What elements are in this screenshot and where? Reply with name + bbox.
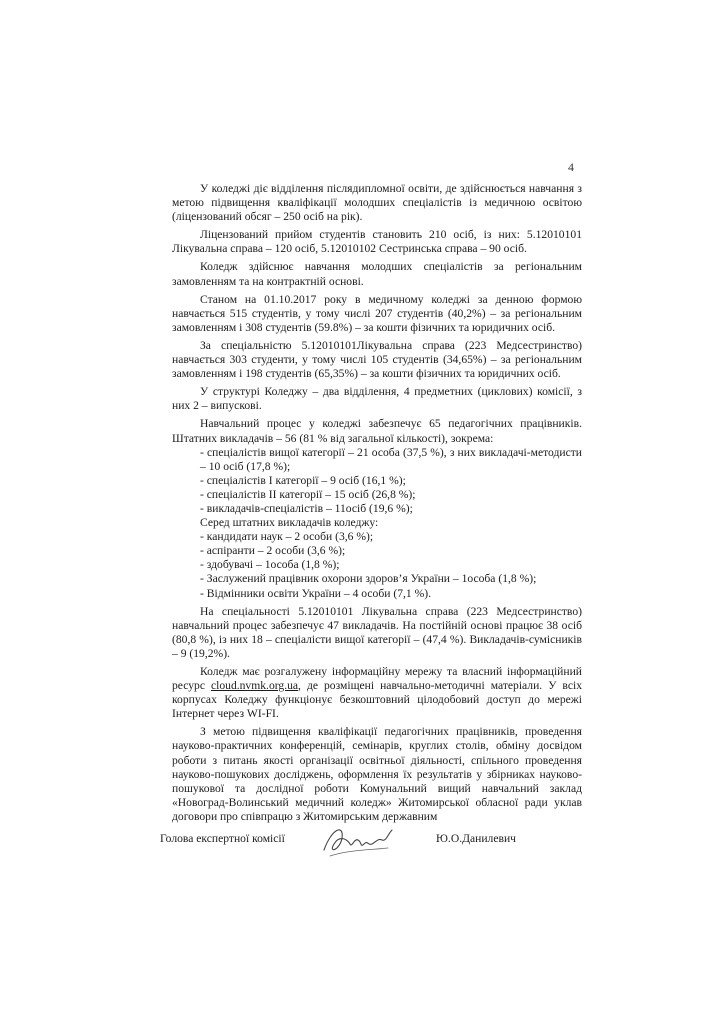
list-item: - кандидати наук – 2 особи (3,6 %);: [200, 530, 374, 544]
document-body: [172, 182, 582, 828]
paragraph-enrollment: Станом на 01.10.2017 року в медичному коледжі за денною формою навчається 515 студентів, у тому числі 207 студентів (40,2%) – за регіональним замовленням і 308 студентів (59.8%) – за кошти фізичних та юридичних осіб.: [172, 292, 582, 334]
list-item: - викладачів-спеціалістів – 11осіб (19,6 %);: [200, 501, 413, 515]
paragraph-structure: У структурі Коледжу – два відділення, 4 предметних (циклових) комісії, з них 2 – випускові.: [172, 385, 582, 413]
commission-head-name: Ю.О.Данилевич: [436, 832, 516, 845]
list-item: - Заслужений працівник охорони здоров’я України – 1особа (1,8 %);: [200, 572, 537, 586]
network-text-before: Коледж має розгалужену інформаційну мережу та власний інформаційний ресурс: [172, 665, 582, 693]
list-item: - Відмінники освіти України – 4 особи (7,1 %).: [200, 586, 431, 600]
paragraph-admission: Ліцензований прийом студентів становить 210 осіб, із них: 5.12010101 Лікувальна справа – 120 осіб, 5.12010102 Сестринська справа – 90 осіб.: [172, 228, 582, 256]
paragraph-staff: Навчальний процес у коледжі забезпечує 65 педагогічних працівників. Штатних викладачів – 56 (81 % від загальної кількості), зокрема:: [172, 417, 582, 445]
list-item: - спеціалістів ІІ категорії – 15 осіб (26,8 %);: [200, 487, 416, 501]
paragraph-specialty-students: За спеціальністю 5.12010101Лікувальна справа (223 Медсестринство) навчається 303 студенти, у тому числі 105 студентів (34,65%) – за регіональним замовленням і 198 студентів (65,35%) – за кошти фізичних та юридичних осіб.: [172, 338, 582, 381]
page-number: 4: [568, 160, 574, 174]
list-item: - спеціалістів вищої категорії – 21 особа (37,5 %), з них викладачі-методисти – 10 осіб (17,8 %);: [200, 445, 582, 473]
handwritten-signature: [318, 820, 398, 860]
signature-block: [160, 828, 560, 868]
paragraph-postgraduate: У коледжі діє відділення післядипломної освіти, де здійснюється навчання з метою підвищення кваліфікації молодших спеціалістів із медичною освітою (ліцензований обсяг – 250 осіб на рік).: [172, 182, 582, 224]
paragraph-training-basis: Коледж здійснює навчання молодших спеціалістів за регіональним замовленням та на контрактній основі.: [172, 260, 582, 288]
network-link[interactable]: cloud.nvmk.org.ua: [210, 679, 299, 693]
list-item: - спеціалістів І категорії – 9 осіб (16,1 %);: [200, 473, 406, 487]
paragraph-research: З метою підвищення кваліфікації педагогічних працівників, проведення науково-практичних конференцій, семінарів, круглих столів, обміну досвідом роботи з питань якості організації освітньої діяльності, спільного проведення науково-пошукових досліджень, оформлення їх результатів у збірниках науково-пошукової та дослідної роботи Комунальний вищий навчальний заклад «Новоград-Волинський медичний коледж» Житомирської обласної ради уклав договори про співпрацю з Житомирським державним: [172, 725, 582, 823]
commission-head-label: Голова експертної комісії: [160, 832, 285, 845]
paragraph-network: [172, 665, 582, 721]
list-item: - здобувачі – 1особа (1,8 %);: [200, 558, 340, 572]
paragraph-specialty-staff: На спеціальності 5.12010101 Лікувальна справа (223 Медсестринство) навчальний процес забезпечує 47 викладачів. На постійній основі працює 38 осіб (80,8 %), із них 18 – спеціалісти вищої категорії – (47,4 %). Викладачів-сумісників – 9 (19,2%).: [172, 604, 582, 660]
list-item: - аспіранти – 2 особи (3,6 %);: [200, 544, 346, 558]
network-text-after: , де розміщені навчально-методичні матеріали. У всіх корпусах Коледжу функціонує безкоштовний цілодобовий доступ до мережі Інтернет через WI-FI.: [172, 679, 582, 721]
among-label: Серед штатних викладачів коледжу:: [200, 516, 379, 530]
